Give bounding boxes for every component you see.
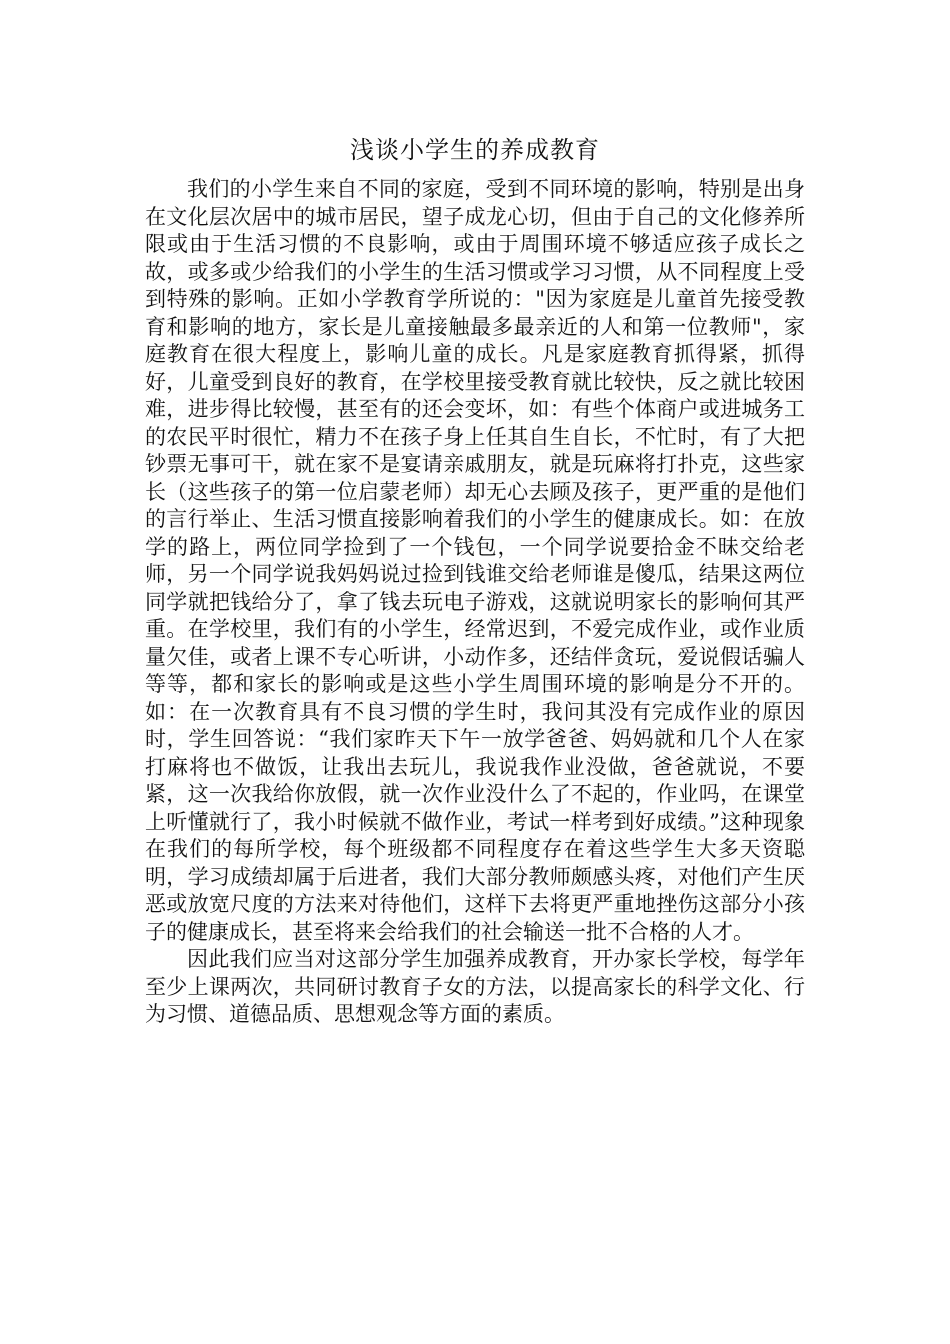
document-body — [145, 130, 805, 1029]
body-paragraph-2: 因此我们应当对这部分学生加强养成教育，开办家长学校，每学年至少上课两次，共同研讨教育子女的方法，以提高家长的科学文化、行为习惯、道德品质、思想观念等方面的素质。 — [145, 947, 805, 1026]
body-paragraph-1: 我们的小学生来自不同的家庭，受到不同环境的影响，特别是出身在文化层次居中的城市居民，望子成龙心切，但由于自己的文化修养所限或由于生活习惯的不良影响，或由于周围环境不够适应孩子成长之故，或多或少给我们的小学生的生活习惯或学习习惯，从不同程度上受到特殊的影响。正如小学教育学所说的："因为家庭是儿童首先接受教育和影响的地方，家长是儿童接触最多最亲近的人和第一位教师"，家庭教育在很大程度上，影响儿童的成长。凡是家庭教育抓得紧，抓得好，儿童受到良好的教育，在学校里接受教育就比较快，反之就比较困难，进步得比较慢，甚至有的还会变坏，如：有些个体商户或进城务工的农民平时很忙，精力不在孩子身上任其自生自长，不忙时，有了大把钞票无事可干，就在家不是宴请亲戚朋友，就是玩麻将打扑克，这些家长（这些孩子的第一位启蒙老师）却无心去顾及孩子，更严重的是他们的言行举止、生活习惯直接影响着我们的小学生的健康成长。如：在放学的路上，两位同学捡到了一个钱包，一个同学说要拾金不昧交给老师，另一个同学说我妈妈说过捡到钱谁交给老师谁是傻瓜，结果这两位同学就把钱给分了，拿了钱去玩电子游戏，这就说明家长的影响何其严重。在学校里，我们有的小学生，经常迟到，不爱完成作业，或作业质量欠佳，或者上课不专心听讲，小动作多，还结伴贪玩，爱说假话骗人等等，都和家长的影响或是这些小学生周围环境的影响是分不开的。如：在一次教育具有不良习惯的学生时，我问其没有完成作业的原因时，学生回答说：“我们家昨天下午一放学爸爸、妈妈就和几个人在家打麻将也不做饭，让我出去玩儿，我说我作业没做，爸爸就说，不要紧，这一次我给你放假，就一次作业没什么了不起的，作业吗，在课堂上听懂就行了，我小时候就不做作业，考试一样考到好成绩。”这种现象在我们的每所学校，每个班级都不同程度存在着这些学生大多天资聪明，学习成绩却属于后进者，我们大部分教师颇感头疼，对他们产生厌恶或放宽尺度的方法来对待他们，这样下去将更严重地挫伤这部分小孩子的健康成长，甚至将来会给我们的社会输送一批不合格的人才。 — [145, 177, 805, 944]
document-title: 浅谈小学生的养成教育 — [350, 136, 600, 164]
